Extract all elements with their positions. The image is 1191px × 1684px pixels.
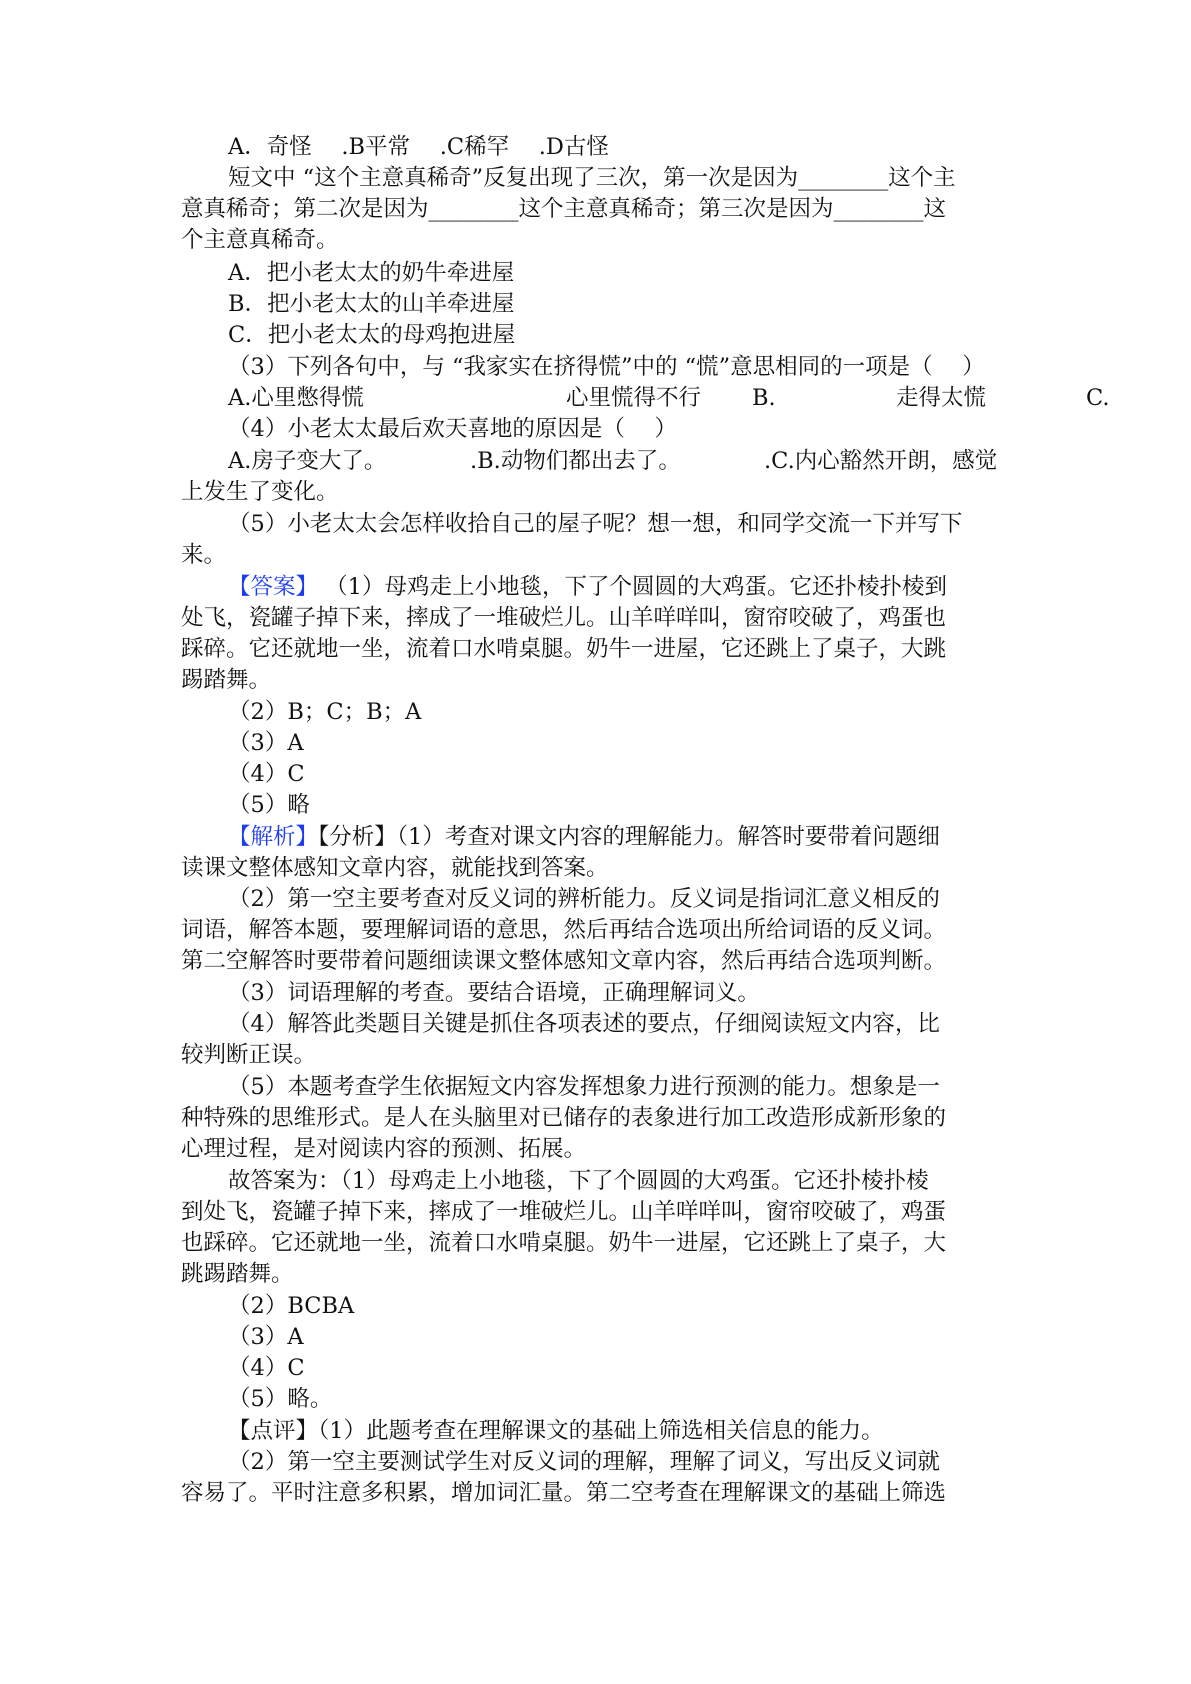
analysis-line: （4）解答此类题目关键是抓住各项表述的要点，仔细阅读短文内容，比 <box>228 1011 940 1037</box>
option-c: C. <box>1086 385 1110 411</box>
analysis-line: 第二空解答时要带着问题细读课文整体感知文章内容，然后再结合选项判断。 <box>181 948 947 974</box>
answer-label: 【答案】 <box>228 574 319 600</box>
option-line: A．把小老太太的奶牛牵进屋 <box>228 260 515 286</box>
question-line: （5）小老太太会怎样收拾自己的屋子呢？想一想，和同学交流一下并写下 <box>228 511 963 537</box>
answer-line: （2）B；C；B；A <box>228 699 422 725</box>
analysis-line: （3）词语理解的考查。要结合语境，正确理解词义。 <box>228 980 760 1006</box>
answer-text: （1）母鸡走上小地毯，下了个圆圆的大鸡蛋。它还扑棱扑棱到 <box>318 574 947 600</box>
answer-line: 踢踏舞。 <box>181 667 272 693</box>
analysis-line: 到处飞，瓷罐子掉下来，摔成了一堆破烂儿。山羊咩咩叫，窗帘咬破了，鸡蛋 <box>181 1199 947 1225</box>
analysis-line: （3）A <box>228 1324 304 1350</box>
analysis-line: 词语，解答本题，要理解词语的意思，然后再结合选项出所给词语的反义词。 <box>181 917 947 943</box>
option-line: A．奇怪 .B平常 .C稀罕 .D古怪 <box>228 134 609 160</box>
analysis-line: 也踩碎。它还就地一坐，流着口水啃桌腿。奶牛一进屋，它还跳上了桌子，大 <box>181 1230 947 1256</box>
analysis-label: 【解析】 <box>228 824 319 850</box>
question-line: 个主意真稀奇。 <box>181 227 339 253</box>
analysis-line: （2）BCBA <box>228 1293 355 1319</box>
question-line: （3）下列各句中，与 “我家实在挤得慌”中的 “慌”意思相同的一项是（ ） <box>228 354 985 380</box>
comment-line: 【点评】（1）此题考查在理解课文的基础上筛选相关信息的能力。 <box>228 1418 884 1444</box>
analysis-line: （5）本题考查学生依据短文内容发挥想象力进行预测的能力。想象是一 <box>228 1074 940 1100</box>
question-line: （4）小老太太最后欢天喜地的原因是（ ） <box>228 416 677 442</box>
analysis-line: 心理过程，是对阅读内容的预测、拓展。 <box>181 1136 587 1162</box>
answer-line: （3）A <box>228 730 304 756</box>
analysis-line: 较判断正误。 <box>181 1042 317 1068</box>
analysis-line: 故答案为：（1）母鸡走上小地毯，下了个圆圆的大鸡蛋。它还扑棱扑棱 <box>228 1168 929 1194</box>
analysis-text: 【分析】（1）考查对课文内容的理解能力。解答时要带着问题细 <box>318 824 940 850</box>
answer-line: （4）C <box>228 761 305 787</box>
question-line: 短文中 “这个主意真稀奇”反复出现了三次，第一次是因为________这个主 <box>228 165 956 191</box>
answer-line <box>228 572 947 603</box>
option-a: A.心里憋得慌 <box>228 385 364 411</box>
option-line: B．把小老太太的山羊牵进屋 <box>228 291 515 317</box>
comment-line: （2）第一空主要测试学生对反义词的理解，理解了词义，写出反义词就 <box>228 1449 940 1475</box>
comment-line: 容易了。平时注意多积累，增加词汇量。第二空考查在理解课文的基础上筛选 <box>181 1480 947 1506</box>
analysis-line: （5）略。 <box>228 1386 333 1412</box>
answer-line: 踩碎。它还就地一坐，流着口水啃桌腿。奶牛一进屋，它还跳上了桌子，大跳 <box>181 636 947 662</box>
option-b: B. <box>752 385 776 411</box>
option-line: 上发生了变化。 <box>181 479 339 505</box>
option-text: 走得太慌 <box>896 385 987 411</box>
analysis-line: 跳踢踏舞。 <box>181 1261 294 1287</box>
analysis-line: 种特殊的思维形式。是人在头脑里对已储存的表象进行加工改造形成新形象的 <box>181 1105 947 1131</box>
option-line: C．把小老太太的母鸡抱进屋 <box>228 322 516 348</box>
option-a: A.房子变大了。 <box>228 448 387 474</box>
option-c: .C.内心豁然开朗，感觉 <box>764 448 998 474</box>
analysis-line: （2）第一空主要考查对反义词的辨析能力。反义词是指词汇意义相反的 <box>228 886 940 912</box>
answer-line: 处飞，瓷罐子掉下来，摔成了一堆破烂儿。山羊咩咩叫，窗帘咬破了，鸡蛋也 <box>181 605 947 631</box>
option-b: .B.动物们都出去了。 <box>470 448 681 474</box>
question-line: 来。 <box>181 542 227 568</box>
analysis-line: （4）C <box>228 1355 305 1381</box>
analysis-line <box>228 822 940 853</box>
question-line: 意真稀奇；第二次是因为________这个主意真稀奇；第三次是因为________这 <box>181 196 947 222</box>
analysis-line: 读课文整体感知文章内容，就能找到答案。 <box>181 855 609 881</box>
option-text: 心里慌得不行 <box>566 385 702 411</box>
answer-line: （5）略 <box>228 792 310 818</box>
